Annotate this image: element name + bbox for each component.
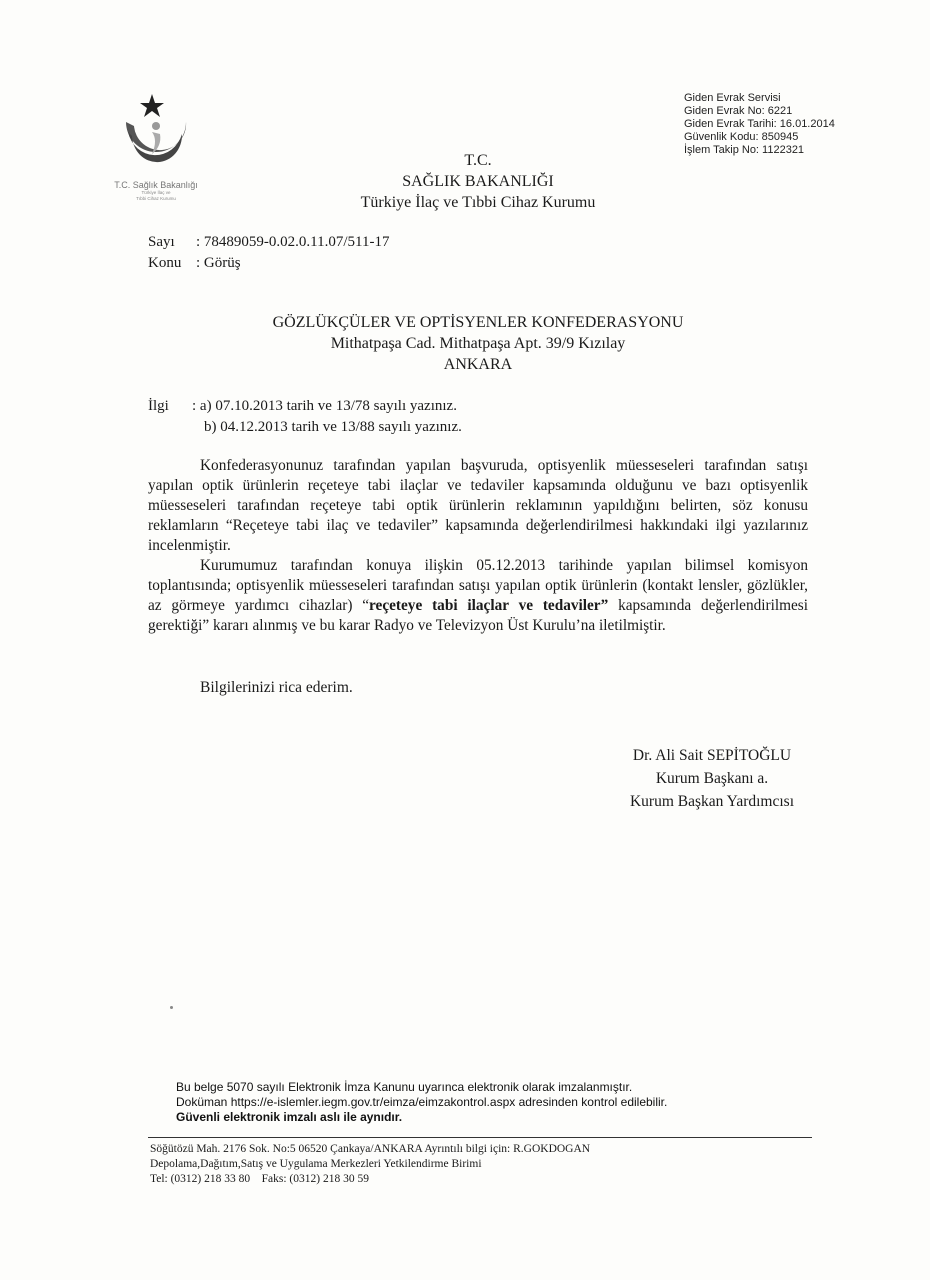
letter-body <box>148 456 808 636</box>
tracking-line: Giden Evrak Tarihi: 16.01.2014 <box>684 118 835 130</box>
header-line: SAĞLIK BAKANLIĞI <box>402 173 554 190</box>
tracking-line: Giden Evrak No: 6221 <box>684 105 793 117</box>
body-paragraph: Konfederasyonunuz tarafından yapılan başvuruda, optisyenlik müesseseleri tarafından satışı yapılan optik ürünlerin reçeteye tabi ilaçlar ve tedaviler kapsamında olduğunu ve bazı optisyenlik müesseseleri tarafından reçeteye tabi optik ürünlerin reklamının yapıldığını belirten, söz konusu reklamların “Reçeteye tabi ilaç ve tedaviler” kapsamında değerlendirilmesi hakkındaki ilgi yazılarınız incelenmiştir. <box>148 457 808 554</box>
body-text: Kurumumuz tarafından konuya ilişkin 05.12.2013 tarihinde yapılan bilimsel komisyon toplantısında; optisyenlik müesseseleri tarafından satışı yapılan optik ürünlerin (kontakt lensler, gözlükler, az görmeye yardımcı cihazlar) “ <box>148 557 808 614</box>
esign-line: Bu belge 5070 sayılı Elektronik İmza Kanunu uyarınca elektronik olarak imzalanmıştır. <box>176 1080 633 1094</box>
esign-line-bold: Güvenli elektronik imzalı aslı ile aynıdır. <box>176 1110 403 1124</box>
konu-label: Konu <box>148 255 182 271</box>
recipient-block <box>0 312 930 375</box>
sayi-value: : 78489059-0.02.0.11.07/511-17 <box>196 234 390 250</box>
header-line: T.C. <box>464 152 492 169</box>
signatory-title: Kurum Başkanı a. <box>655 770 769 787</box>
konu-value: : Görüş <box>196 255 241 271</box>
esign-line: Doküman https://e-islemler.iegm.gov.tr/eimza/eimzakontrol.aspx adresinden kontrol edilebilir. <box>176 1095 668 1109</box>
ilgi-b: b) 04.12.2013 tarih ve 13/88 sayılı yazınız. <box>204 419 462 435</box>
closing-line: Bilgilerinizi rica ederim. <box>200 679 353 696</box>
letterhead <box>0 150 930 213</box>
esign-notice <box>176 1080 667 1125</box>
header-line: Türkiye İlaç ve Tıbbi Cihaz Kurumu <box>360 194 596 211</box>
signatory-title: Kurum Başkan Yardımcısı <box>629 793 795 810</box>
logo-sub: Tıbbi Cihaz Kurumu <box>136 196 176 201</box>
footer-line: Söğütözü Mah. 2176 Sok. No:5 06520 Çankaya/ANKARA Ayrıntılı bilgi için: R.GOKDOGAN <box>150 1143 591 1155</box>
reference-block <box>148 396 462 438</box>
sayi-label: Sayı <box>148 234 175 250</box>
logo-sub: Türkiye İlaç ve <box>141 190 171 195</box>
footer-line: Tel: (0312) 218 33 80 Faks: (0312) 218 30 59 <box>150 1173 369 1185</box>
recipient-line: GÖZLÜKÇÜLER VE OPTİSYENLER KONFEDERASYONU <box>272 314 684 331</box>
tracking-line: Giden Evrak Servisi <box>684 92 781 104</box>
body-paragraph <box>148 556 808 636</box>
tracking-info <box>684 92 835 157</box>
signature-block <box>612 744 812 813</box>
body-bold-text: reçeteye tabi ilaçlar ve tedaviler” <box>369 597 609 614</box>
footer <box>150 1142 590 1187</box>
footer-line: Depolama,Dağıtım,Satış ve Uygulama Merkezleri Yetkilendirme Birimi <box>150 1158 482 1170</box>
recipient-line: ANKARA <box>443 356 513 373</box>
logo-name: T.C. Sağlık Bakanlığı <box>114 180 198 190</box>
tracking-line: İşlem Takip No: 1122321 <box>684 144 805 156</box>
signatory-name: Dr. Ali Sait SEPİTOĞLU <box>632 747 792 764</box>
ilgi-a: : a) 07.10.2013 tarih ve 13/78 sayılı yazınız. <box>192 398 457 414</box>
body-text: kapsamında değerlendirilmesi gerektiği” kararı alınmış ve bu karar Radyo ve Televizyon Üst Kurulu’na iletilmiştir. <box>148 597 808 634</box>
tracking-line: Güvenlik Kodu: 850945 <box>684 131 799 143</box>
scan-speck <box>170 1006 173 1009</box>
ilgi-label: İlgi <box>148 398 169 414</box>
document-meta <box>148 232 389 274</box>
footer-divider <box>148 1137 812 1138</box>
recipient-line: Mithatpaşa Cad. Mithatpaşa Apt. 39/9 Kızılay <box>330 335 626 352</box>
